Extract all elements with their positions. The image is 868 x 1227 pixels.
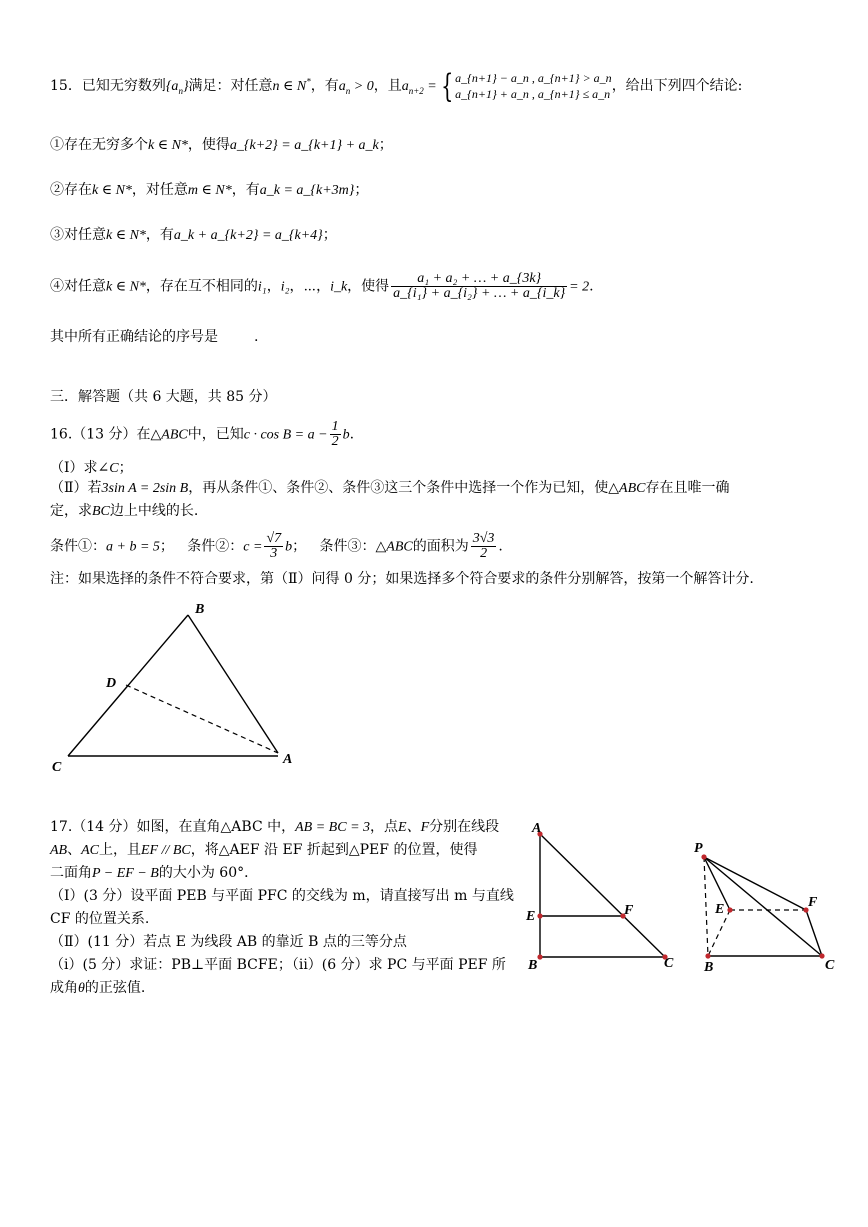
q15-cases (455, 70, 612, 102)
fig2-label-B: B (704, 960, 714, 975)
q17-line5: CF 的位置关系. (50, 911, 150, 927)
q17-line7: （ⅰ）(5 分）求证：PB⊥平面 BCFE；（ⅱ）(6 分）求 PC 与平面 PEF 所 (50, 957, 506, 973)
fig2-label-P: P (694, 841, 703, 856)
q17-line8: 成角θ的正弦值. (50, 980, 146, 996)
q16-note: 注：如果选择的条件不符合要求，第（Ⅱ）问得 0 分；如果选择多个符合要求的条件分别解答，按第一个解答计分. (50, 571, 754, 587)
label-D: D (106, 676, 117, 691)
q15-number: 15． (50, 78, 82, 94)
q16-half: $\frac{1}{2}$ (331, 419, 339, 449)
q15-case1: a_{n+1} − a_n , a_{n+1} > a_n (455, 71, 612, 85)
q15-seq: $\{a_n\}$ (165, 79, 189, 96)
q17-line4: （Ⅰ）(3 分）设平面 PEB 与平面 PFC 的交线为 m，请直接写出 m 与直线 (50, 888, 514, 904)
q17-line3: 二面角P − EF − B的大小为 60°． (50, 865, 259, 881)
fig2-label-F: F (808, 895, 818, 910)
q16-sqrt7-frac: $\frac{√7}{3}$ (266, 531, 282, 561)
q15-stem (50, 67, 743, 105)
fig1-label-E: E (526, 909, 536, 924)
q15-intro-c: ，有 (310, 78, 339, 94)
q15-conclusion-4: ④对任意k ∈ N*，存在互不相同的i₁，i₂，⋯，i_k，使得 $\frac{\text{a₁ + a₂ + … + a\_\{3k\}}}{\text{a\_\{i₁\} + a\_\{i₂\} + … + a\_\{i\_k\}}}$ = 2. (50, 271, 594, 301)
q16-area-frac: $\frac{3√3}{2}$ (472, 531, 495, 561)
q15-cond2: $a_n > 0$ (338, 79, 374, 96)
fig2-label-E: E (715, 902, 725, 917)
q16-part2: （Ⅱ）若3sin A = 2sin B，再从条件①、条件②、条件③这三个条件中选择一个作为已知，使△ABC存在且唯一确 (50, 480, 730, 496)
q15-cond1: n ∈ N* (272, 76, 311, 94)
q15-brace: { (440, 67, 454, 105)
q15-intro-b: 满足：对任意 (188, 78, 273, 94)
q15-intro-a: 已知无穷数列 (81, 78, 166, 94)
q17-figure-1 (522, 820, 682, 975)
q15-conclusion-2: ②存在k ∈ N*，对任意m ∈ N*，有a_k = a_{k+3m}； (50, 182, 369, 198)
q15-fraction: $\frac{\text{a₁ + a₂ + … + a\_\{3k\}}}{\text{a\_\{i₁\} + a\_\{i₂\} + … + a\_\{i\_k\}}}$ (393, 271, 566, 301)
q16-part1: （Ⅰ）求∠C； (50, 460, 133, 476)
q16-triangle-figure (40, 595, 310, 780)
q17-figure-2 (688, 835, 843, 980)
q16-stem: 16.（13 分）在△ABC中，已知c · cos B = a − $\frac{1}{2}$ b. (50, 419, 355, 449)
q15-conclusion-3: ③对任意k ∈ N*，有a_k + a_{k+2} = a_{k+4}； (50, 227, 337, 243)
q15-intro-d: ，且 (373, 78, 402, 94)
q15-case2: a_{n+1} + a_n , a_{n+1} ≤ a_n (455, 87, 611, 101)
q15-lhs: $a_{n+2}$ = (401, 79, 437, 96)
q15-conclusion-1: ①存在无穷多个k ∈ N*，使得a_{k+2} = a_{k+1} + a_k； (50, 137, 393, 153)
q16-conditions: 条件①：a + b = 5； 条件②：c = $\frac{√7}{3}$ b； 条件③：△ABC的面积为 $\frac{3√3}{2}$ . (50, 531, 503, 561)
q16-part2-line2: 定，求BC边上中线的长. (50, 503, 199, 519)
q15-intro-e: ，给出下列四个结论: (611, 78, 743, 94)
label-A: A (283, 752, 293, 767)
label-B: B (195, 602, 205, 617)
section-3-heading: 三．解答题（共 6 大题，共 85 分） (50, 389, 277, 405)
fig1-label-C: C (664, 956, 674, 971)
fig1-label-B: B (528, 958, 538, 973)
q17-line2: AB、AC上，且EF // BC，将△AEF 沿 EF 折起到△PEF 的位置，使得 (50, 842, 478, 858)
q17-line6: （Ⅱ）(11 分）若点 E 为线段 AB 的靠近 B 点的三等分点 (50, 934, 407, 950)
fig1-label-A: A (532, 821, 542, 836)
q15-ask: 其中所有正确结论的序号是 . (50, 329, 259, 345)
fig1-label-F: F (624, 903, 634, 918)
fig2-label-C: C (825, 958, 835, 973)
q17-line1: 17.（14 分）如图，在直角△ABC 中，AB = BC = 3，点E、F分别在线段 (50, 819, 500, 835)
label-C: C (52, 760, 62, 775)
